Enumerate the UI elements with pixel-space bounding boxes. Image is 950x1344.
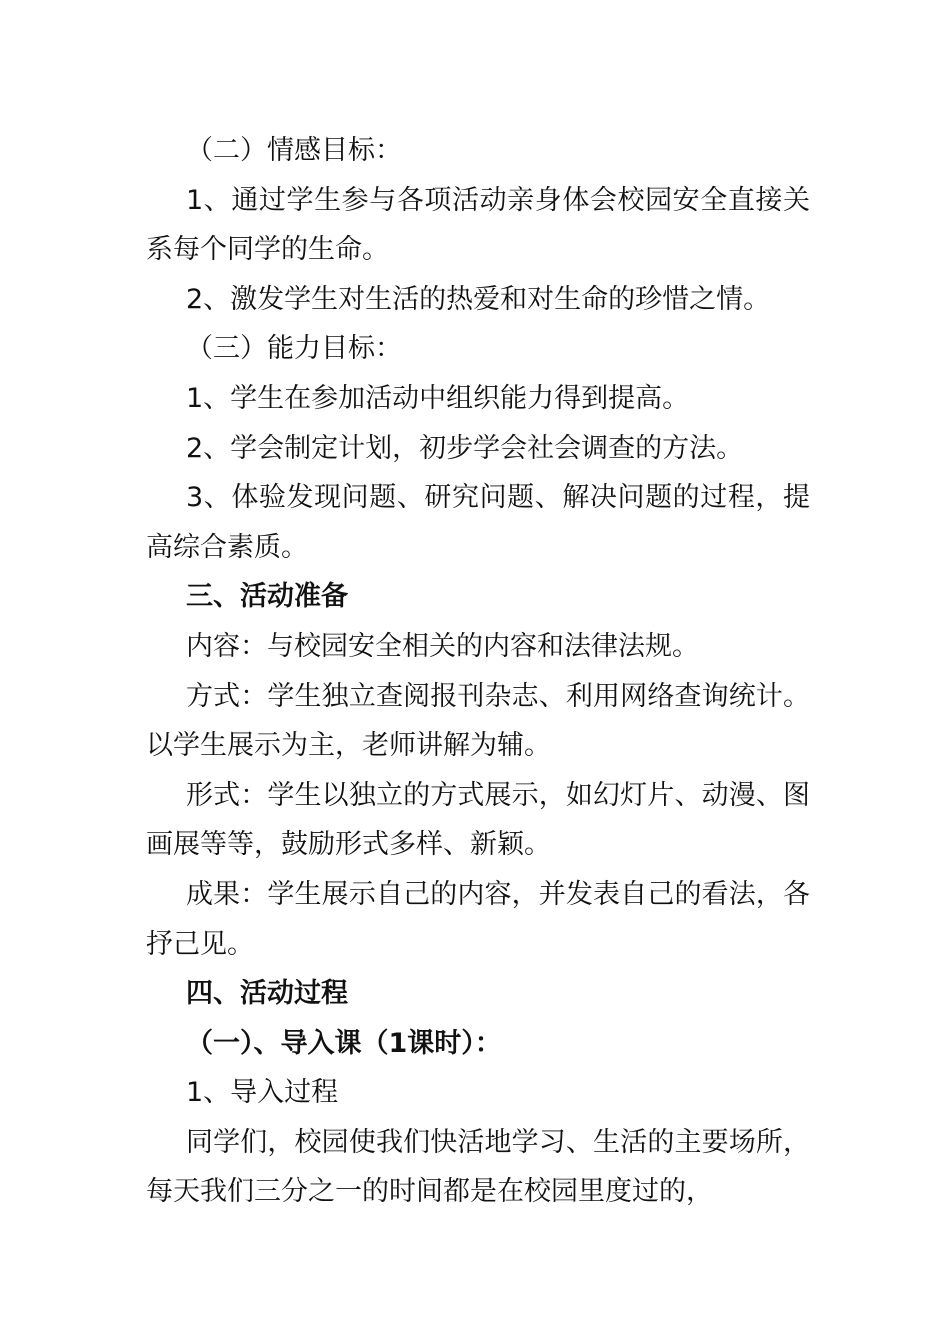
paragraph: 内容：与校园安全相关的内容和法律法规。 — [186, 630, 699, 662]
heading-ability-goals: （三）能力目标： — [186, 333, 402, 365]
document-body — [146, 126, 810, 1217]
subheading-intro-lesson: （一）、导入课（1课时）： — [186, 1027, 502, 1059]
paragraph: 2、激发学生对生活的热爱和对生命的珍惜之情。 — [186, 283, 771, 315]
paragraph: 2、学会制定计划，初步学会社会调查的方法。 — [186, 432, 744, 464]
paragraph: 方式：学生独立查阅报刊杂志、利用网络查询统计。以学生展示为主，老师讲解为辅。 — [146, 680, 810, 762]
section-heading-preparation: 三、活动准备 — [186, 581, 348, 613]
paragraph: 3、体验发现问题、研究问题、解决问题的过程，提高综合素质。 — [146, 482, 810, 563]
paragraph: 1、导入过程 — [186, 1077, 339, 1109]
paragraph: 同学们，校园使我们快活地学习、生活的主要场所，每天我们三分之一的时间都是在校园里度过的， — [146, 1126, 810, 1208]
paragraph: 形式：学生以独立的方式展示，如幻灯片、动漫、图画展等等，鼓励形式多样、新颖。 — [146, 779, 810, 861]
paragraph: 成果：学生展示自己的内容，并发表自己的看法，各抒己见。 — [146, 878, 810, 960]
paragraph: 1、通过学生参与各项活动亲身体会校园安全直接关系每个同学的生命。 — [146, 184, 810, 266]
heading-emotion-goals: （二）情感目标： — [186, 135, 402, 166]
paragraph: 1、学生在参加活动中组织能力得到提高。 — [186, 382, 690, 414]
section-heading-process: 四、活动过程 — [186, 978, 348, 1010]
